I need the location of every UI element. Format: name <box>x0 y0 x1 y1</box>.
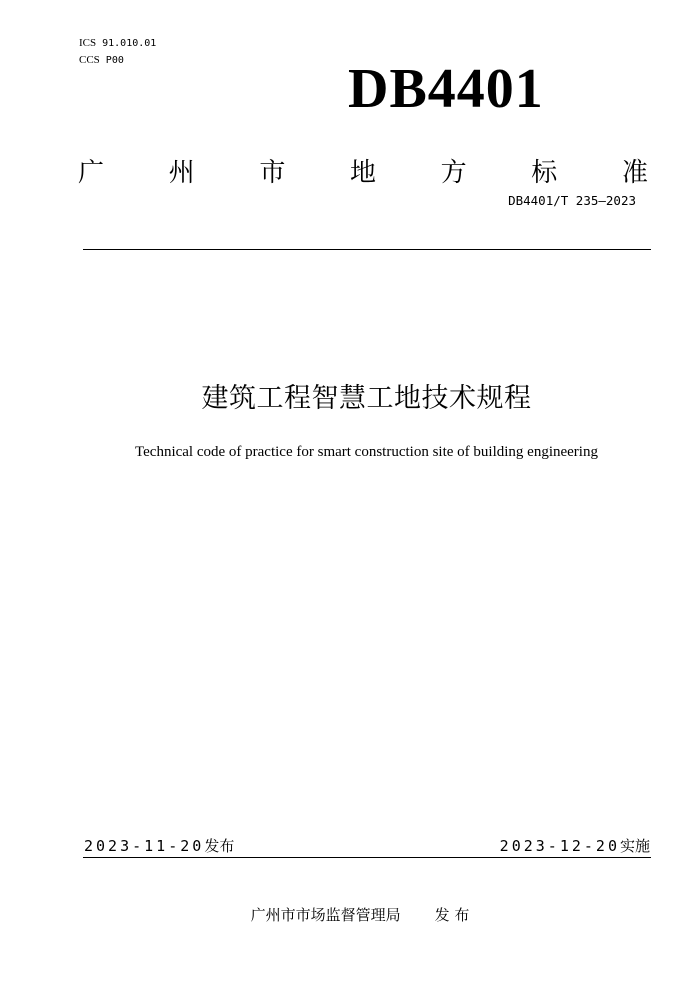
standard-type-char: 方 <box>440 158 467 188</box>
issue-date: 2023-11-20 <box>84 837 205 855</box>
bottom-divider <box>83 857 651 858</box>
implement-label: 实施 <box>619 837 650 855</box>
ccs-value: P00 <box>105 55 124 66</box>
ics-value: 91.010.01 <box>102 38 157 49</box>
ccs-label: CCS <box>79 54 100 66</box>
standard-type-char: 地 <box>349 158 376 188</box>
ccs-row <box>79 52 156 69</box>
standard-type-char: 市 <box>259 158 286 188</box>
issue-date-line <box>84 836 234 856</box>
standard-type <box>78 155 648 191</box>
issuer-line <box>0 905 700 925</box>
issue-label: 发布 <box>204 837 235 855</box>
ics-row <box>79 35 156 52</box>
issuer-action: 发 布 <box>434 906 470 924</box>
standard-number: DB4401/T 235—2023 <box>508 193 636 208</box>
standard-type-char: 标 <box>531 158 558 188</box>
implement-date-line <box>500 836 650 856</box>
ics-label: ICS <box>79 37 97 49</box>
standard-code: DB4401 <box>348 58 544 120</box>
standard-type-char: 准 <box>621 158 648 188</box>
standard-type-char: 州 <box>168 158 195 188</box>
issuer-name: 广州市市场监督管理局 <box>250 906 401 924</box>
classification-codes <box>79 35 156 69</box>
standard-type-char: 广 <box>78 158 105 188</box>
title-english: Technical code of practice for smart construction site of building engineering <box>135 444 598 460</box>
title-chinese: 建筑工程智慧工地技术规程 <box>201 383 532 414</box>
implement-date: 2023-12-20 <box>499 837 620 855</box>
top-divider <box>83 249 651 250</box>
